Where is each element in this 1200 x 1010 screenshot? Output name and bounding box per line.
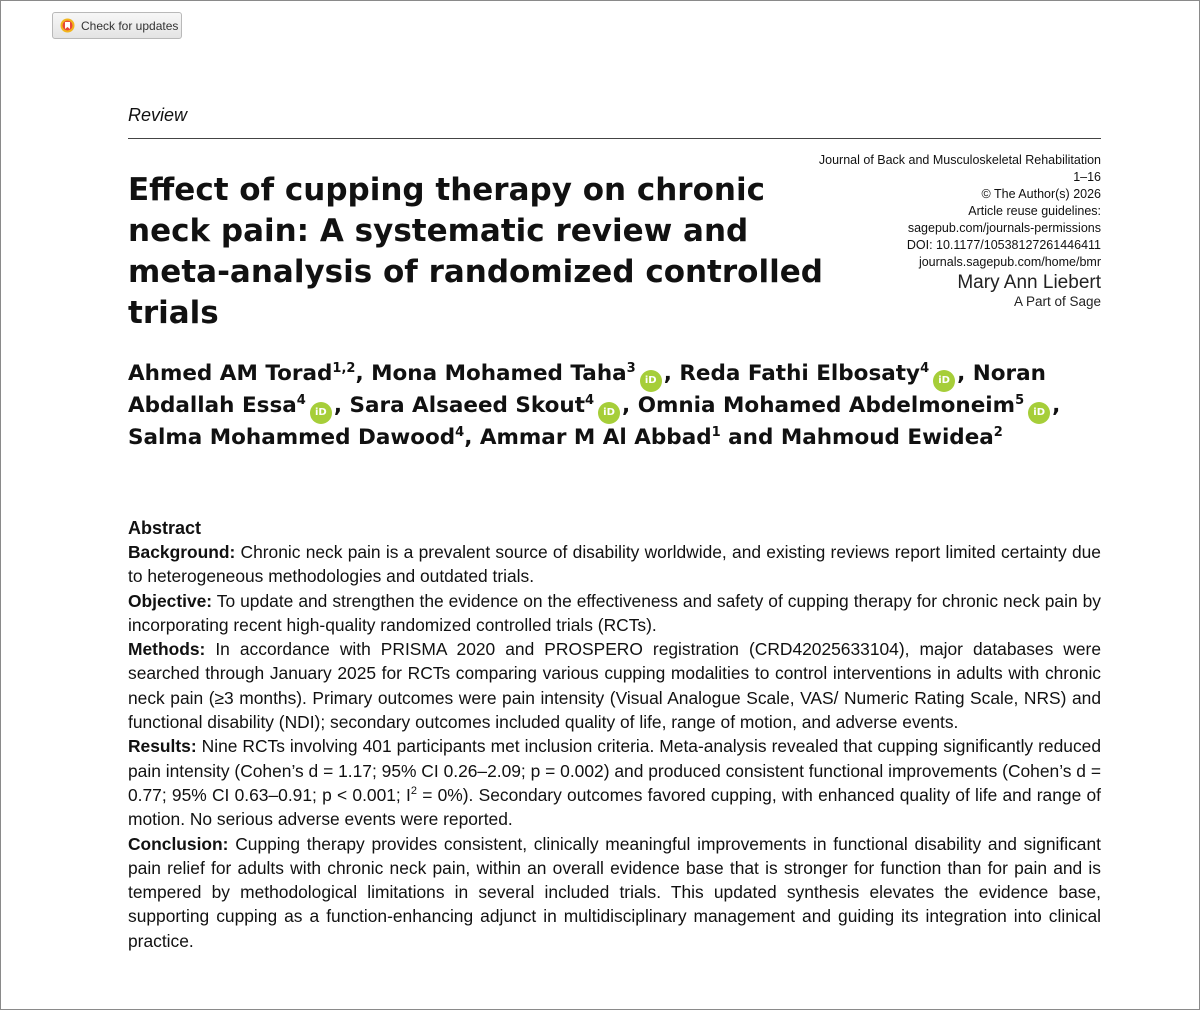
results-text-2: = 0%). Secondary outcomes favored cupping, with enhanced quality of life and range of motion. No serious adverse events were reported.	[128, 784, 1101, 830]
orcid-icon[interactable]: iD	[310, 402, 332, 424]
check-for-updates-label: Check for updates	[81, 18, 179, 33]
author-separator: ,	[355, 361, 372, 386]
author-separator: ,	[464, 425, 480, 450]
journal-info	[781, 152, 1101, 310]
author-name: Mahmoud Ewidea	[780, 425, 994, 450]
publisher-logo: Mary Ann Liebert	[957, 272, 1101, 293]
orcid-icon[interactable]: iD	[1028, 402, 1050, 424]
check-for-updates-button[interactable]	[52, 12, 182, 39]
results-label: Results:	[128, 736, 197, 757]
orcid-icon[interactable]: iD	[640, 370, 662, 392]
author-separator: ,	[663, 361, 680, 386]
doi[interactable]: DOI: 10.1177/10538127261446411	[906, 238, 1101, 252]
article-section-label: Review	[128, 105, 188, 125]
publisher-tagline: A Part of Sage	[1013, 294, 1101, 309]
author-separator: ,	[957, 361, 973, 386]
author-affiliation: 4	[920, 360, 930, 376]
author-separator: ,	[622, 393, 638, 418]
abstract-heading: Abstract	[128, 518, 202, 538]
author-affiliation: 4	[584, 392, 595, 408]
author-affiliation: 3	[626, 360, 636, 376]
author-name: Omnia Mohamed Abdelmoneim	[637, 393, 1016, 418]
orcid-icon[interactable]: iD	[598, 402, 620, 424]
article-title: Effect of cupping therapy on chronic neck pain: A systematic review and meta-analysis of randomized controlled trials	[128, 172, 823, 331]
author-name: Sara Alsaeed Skout	[349, 393, 585, 418]
author-separator: and	[720, 425, 781, 450]
author-name: Mona Mohamed Taha	[371, 361, 627, 386]
author-affiliation: 1	[711, 424, 721, 440]
author-separator: ,	[333, 393, 350, 418]
conclusion-label: Conclusion:	[128, 833, 229, 854]
abstract-objective	[128, 589, 1101, 638]
author-name: Salma Mohammed Dawood	[128, 425, 456, 450]
abstract-results	[128, 734, 1101, 831]
author-affiliation: 1,2	[332, 360, 356, 376]
author-name: Ammar M Al Abbad	[479, 425, 712, 450]
background-label: Background:	[128, 542, 236, 562]
objective-text: To update and strengthen the evidence on the effectiveness and safety of cupping therapy for chronic neck pain by incorporating recent high-quality randomized controlled trials (RCTs).	[128, 590, 1101, 635]
author-affiliation: 2	[993, 424, 1003, 440]
author-name: Ahmed AM Torad	[128, 361, 333, 386]
copyright-notice: © The Author(s) 2026	[981, 187, 1101, 201]
check-for-updates-icon	[60, 18, 75, 33]
abstract	[128, 516, 1101, 953]
header-rule	[128, 138, 1101, 139]
author-separator: ,	[1052, 393, 1061, 418]
author-list	[128, 360, 1103, 453]
reuse-guidelines-label: Article reuse guidelines:	[968, 204, 1101, 218]
background-text: Chronic neck pain is a prevalent source of disability worldwide, and existing reviews report limited certainty due to heterogeneous methodologies and outdated trials.	[128, 542, 1101, 587]
methods-label: Methods:	[128, 639, 206, 660]
author-affiliation: 4	[296, 392, 306, 408]
results-superscript: 2	[410, 785, 417, 798]
journal-name: Journal of Back and Musculoskeletal Rehabilitation	[818, 153, 1101, 167]
objective-label: Objective:	[128, 590, 213, 611]
results-text-1: Nine RCTs involving 401 participants met inclusion criteria. Meta-analysis revealed that cupping significantly reduced pain intensity (Cohen’s d = 1.17; 95% CI 0.26–2.09; p = 0.002) and produced consistent functional improvements (Cohen’s d = 0.77; 95% CI 0.63–0.91; p < 0.001; I	[128, 736, 1101, 805]
author-affiliation: 5	[1015, 392, 1025, 408]
permissions-link[interactable]: sagepub.com/journals-permissions	[907, 221, 1101, 235]
methods-text: In accordance with PRISMA 2020 and PROSPERO registration (CRD42025633104), major databases were searched through January 2025 for RCTs comparing various cupping modalities to control interventions in adults with chronic neck pain (≥3 months). Primary outcomes were pain intensity (Visual Analogue Scale, VAS/ Numeric Rating Scale, NRS) and functional disability (NDI); secondary outcomes included quality of life, range of motion, and adverse events.	[128, 639, 1101, 733]
journal-homepage-link[interactable]: journals.sagepub.com/home/bmr	[918, 255, 1101, 269]
abstract-conclusion	[128, 832, 1101, 953]
conclusion-text: Cupping therapy provides consistent, clinically meaningful improvements in functional disability and significant pain relief for adults with chronic neck pain, within an overall evidence base that is stronger for function than for pain and is tempered by methodological limitations in several included trials. This updated synthesis elevates the evidence base, supporting cupping as a function-enhancing adjunct in multidisciplinary management and guiding its integration into clinical practice.	[128, 833, 1101, 951]
abstract-methods	[128, 637, 1101, 734]
page-range: 1–16	[1073, 170, 1101, 184]
author-affiliation: 4	[455, 424, 465, 440]
orcid-icon[interactable]: iD	[933, 370, 955, 392]
abstract-background	[128, 540, 1101, 589]
author-name: Noran Abdallah Essa	[128, 361, 1046, 418]
author-name: Reda Fathi Elbosaty	[679, 361, 921, 386]
